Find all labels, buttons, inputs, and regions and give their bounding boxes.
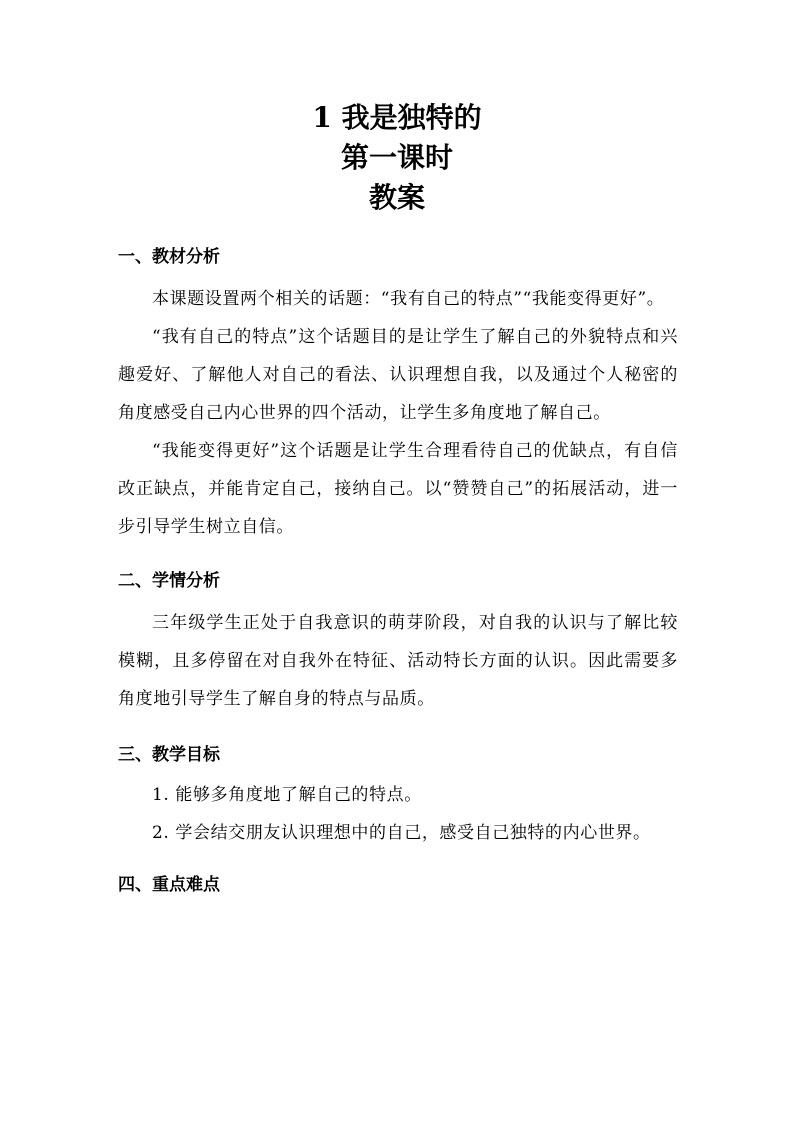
section-heading: 三、教学目标: [118, 745, 220, 765]
paragraph: “我有自己的特点”这个话题目的是让学生了解自己的外貌特点和兴趣爱好、了解他人对自己的看法、认识理想自我，以及通过个人秘密的角度感受自己内心世界的四个活动，让学生多角度地了解自己。: [118, 327, 678, 423]
document-title: [0, 98, 794, 218]
paragraph: 三年级学生正处于自我意识的萌芽阶段，对自我的认识与了解比较模糊，且多停留在对自我外在特征、活动特长方面的认识。因此需要多角度地引导学生了解自身的特点与品质。: [118, 613, 678, 709]
paragraph: 本课题设置两个相关的话题：“我有自己的特点”“我能变得更好”。: [152, 289, 665, 309]
objective-item: 1. 能够多角度地了解自己的特点。: [152, 785, 422, 805]
section-teaching-objectives: [118, 740, 678, 852]
section-heading: 四、重点难点: [118, 875, 220, 895]
section-heading: 一、教材分析: [118, 247, 220, 267]
section-heading: 二、学情分析: [118, 571, 220, 591]
document-body: [118, 242, 678, 900]
section-student-analysis: [118, 566, 678, 718]
paragraph: “我能变得更好”这个话题是让学生合理看待自己的优缺点，有自信改正缺点，并能肯定自己，接纳自己。以“赞赞自己”的拓展活动，进一步引导学生树立自信。: [118, 441, 678, 537]
document-type: 教案: [368, 181, 425, 214]
objective-item: 2. 学会结交朋友认识理想中的自己，感受自己独特的内心世界。: [152, 823, 651, 843]
lesson-title: 1 我是独特的: [312, 101, 482, 134]
lesson-period: 第一课时: [340, 141, 453, 174]
section-key-difficulties: [118, 870, 678, 900]
section-textbook-analysis: [118, 242, 678, 546]
